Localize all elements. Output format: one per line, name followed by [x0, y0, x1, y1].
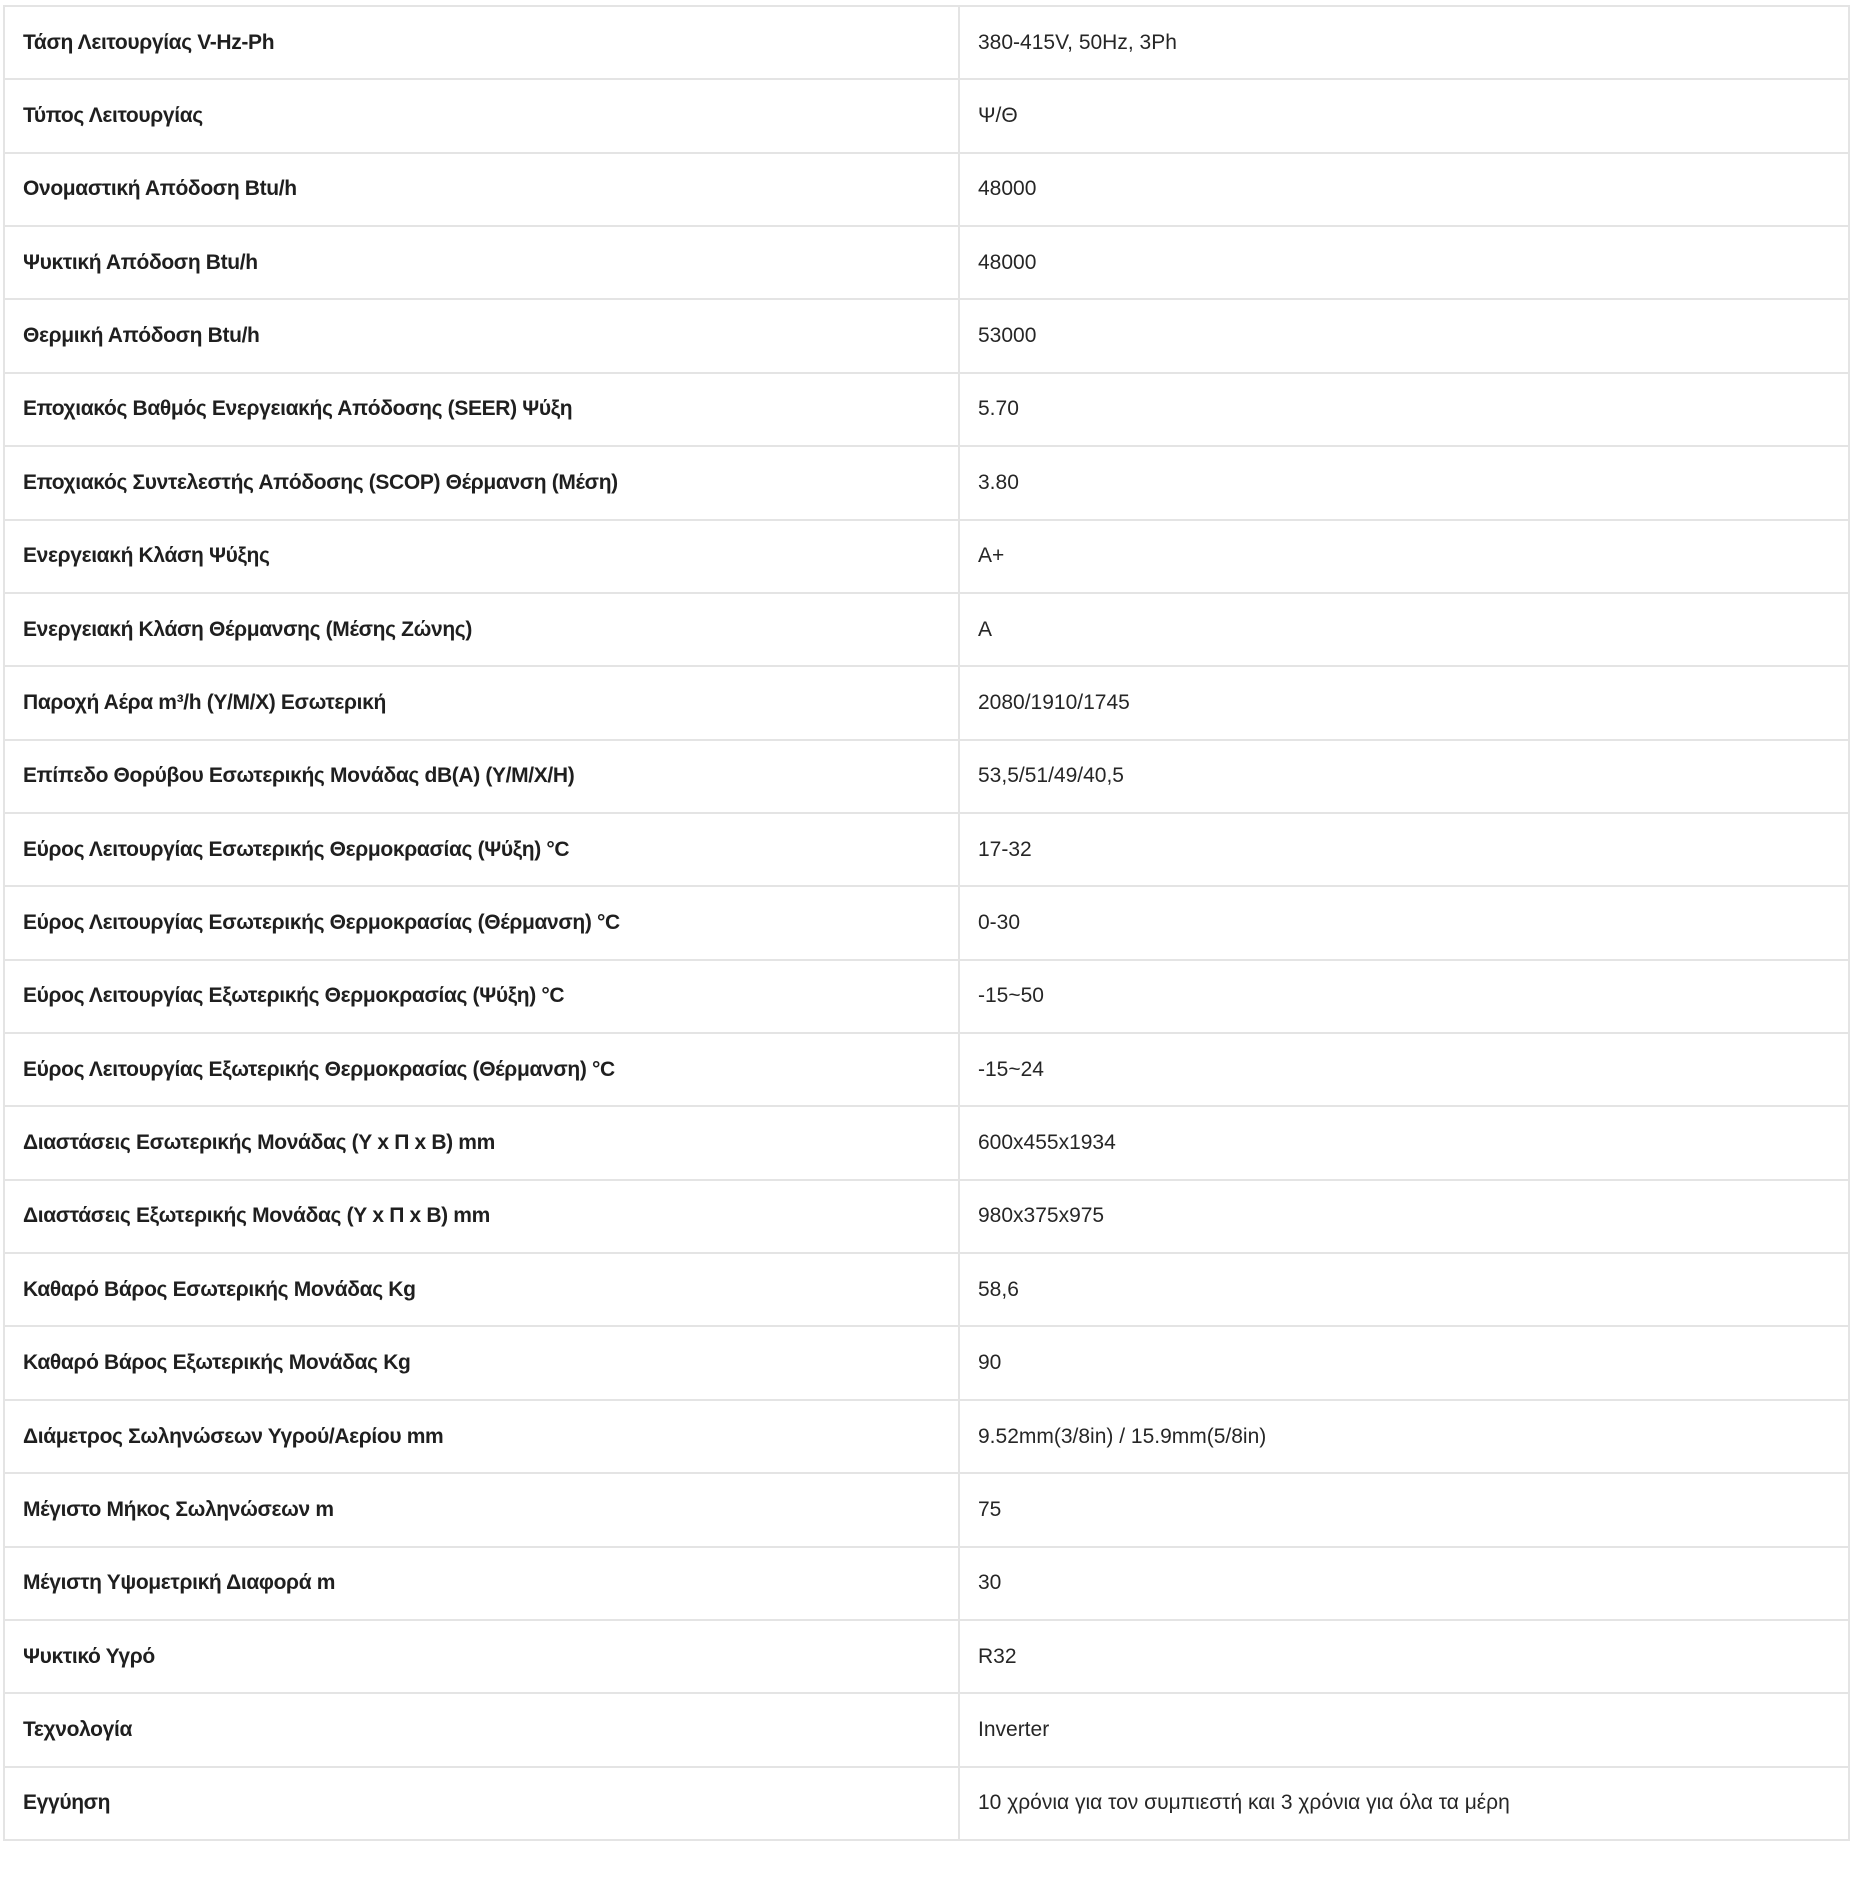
- spec-label: Εύρος Λειτουργίας Εξωτερικής Θερμοκρασίας (Ψύξη) °C: [4, 960, 959, 1033]
- spec-value: 17-32: [959, 813, 1849, 886]
- spec-value: 75: [959, 1473, 1849, 1546]
- spec-row-indoor-noise: [4, 740, 1849, 813]
- spec-label: Εγγύηση: [4, 1767, 959, 1840]
- spec-label: Τεχνολογία: [4, 1693, 959, 1766]
- spec-label: Ψυκτική Απόδοση Btu/h: [4, 226, 959, 299]
- spec-value: 90: [959, 1326, 1849, 1399]
- spec-label: Επίπεδο Θορύβου Εσωτερικής Μονάδας dB(A) (Υ/Μ/Χ/Η): [4, 740, 959, 813]
- spec-row-operating-voltage: [4, 6, 1849, 79]
- spec-value: 10 χρόνια για τον συμπιεστή και 3 χρόνια για όλα τα μέρη: [959, 1767, 1849, 1840]
- spec-row-refrigerant: [4, 1620, 1849, 1693]
- spec-label: Τύπος Λειτουργίας: [4, 79, 959, 152]
- spec-row-heating-capacity: [4, 299, 1849, 372]
- specifications-table-body: [4, 6, 1849, 1840]
- spec-value: 980x375x975: [959, 1180, 1849, 1253]
- spec-row-scop: [4, 446, 1849, 519]
- spec-row-outdoor-cooling-range: [4, 960, 1849, 1033]
- spec-label: Καθαρό Βάρος Εσωτερικής Μονάδας Kg: [4, 1253, 959, 1326]
- spec-row-technology: [4, 1693, 1849, 1766]
- spec-label: Καθαρό Βάρος Εξωτερικής Μονάδας Kg: [4, 1326, 959, 1399]
- spec-label: Διαστάσεις Εξωτερικής Μονάδας (Υ x Π x Β) mm: [4, 1180, 959, 1253]
- spec-label: Ενεργειακή Κλάση Θέρμανσης (Μέσης Ζώνης): [4, 593, 959, 666]
- spec-row-indoor-cooling-range: [4, 813, 1849, 886]
- spec-label: Εύρος Λειτουργίας Εσωτερικής Θερμοκρασίας (Ψύξη) °C: [4, 813, 959, 886]
- spec-label: Εύρος Λειτουργίας Εξωτερικής Θερμοκρασίας (Θέρμανση) °C: [4, 1033, 959, 1106]
- spec-row-indoor-dimensions: [4, 1106, 1849, 1179]
- spec-row-warranty: [4, 1767, 1849, 1840]
- spec-value: A+: [959, 520, 1849, 593]
- spec-label: Τάση Λειτουργίας V-Hz-Ph: [4, 6, 959, 79]
- spec-label: Εποχιακός Βαθμός Ενεργειακής Απόδοσης (SEER) Ψύξη: [4, 373, 959, 446]
- spec-row-indoor-weight: [4, 1253, 1849, 1326]
- spec-label: Ψυκτικό Υγρό: [4, 1620, 959, 1693]
- spec-value: 0-30: [959, 886, 1849, 959]
- spec-row-nominal-capacity: [4, 153, 1849, 226]
- spec-label: Διάμετρος Σωληνώσεων Υγρού/Αερίου mm: [4, 1400, 959, 1473]
- spec-value: 600x455x1934: [959, 1106, 1849, 1179]
- spec-label: Εύρος Λειτουργίας Εσωτερικής Θερμοκρασίας (Θέρμανση) °C: [4, 886, 959, 959]
- spec-label: Διαστάσεις Εσωτερικής Μονάδας (Υ x Π x Β) mm: [4, 1106, 959, 1179]
- spec-row-indoor-heating-range: [4, 886, 1849, 959]
- spec-row-pipe-diameter: [4, 1400, 1849, 1473]
- spec-value: -15~24: [959, 1033, 1849, 1106]
- spec-value: 30: [959, 1547, 1849, 1620]
- spec-row-seer: [4, 373, 1849, 446]
- specifications-table: [3, 5, 1850, 1841]
- spec-value: 48000: [959, 226, 1849, 299]
- spec-row-cooling-capacity: [4, 226, 1849, 299]
- spec-label: Εποχιακός Συντελεστής Απόδοσης (SCOP) Θέρμανση (Μέση): [4, 446, 959, 519]
- spec-value: 380-415V, 50Hz, 3Ph: [959, 6, 1849, 79]
- spec-value: 5.70: [959, 373, 1849, 446]
- spec-row-airflow: [4, 666, 1849, 739]
- spec-row-outdoor-heating-range: [4, 1033, 1849, 1106]
- spec-row-cooling-energy-class: [4, 520, 1849, 593]
- spec-label: Μέγιστο Μήκος Σωληνώσεων m: [4, 1473, 959, 1546]
- spec-value: 53,5/51/49/40,5: [959, 740, 1849, 813]
- spec-value: Ψ/Θ: [959, 79, 1849, 152]
- spec-label: Θερμική Απόδοση Btu/h: [4, 299, 959, 372]
- spec-label: Ονομαστική Απόδοση Btu/h: [4, 153, 959, 226]
- spec-row-heating-energy-class: [4, 593, 1849, 666]
- spec-value: 48000: [959, 153, 1849, 226]
- spec-row-operation-type: [4, 79, 1849, 152]
- spec-row-outdoor-dimensions: [4, 1180, 1849, 1253]
- spec-value: Inverter: [959, 1693, 1849, 1766]
- spec-value: 3.80: [959, 446, 1849, 519]
- spec-label: Μέγιστη Υψομετρική Διαφορά m: [4, 1547, 959, 1620]
- spec-value: -15~50: [959, 960, 1849, 1033]
- spec-value: 9.52mm(3/8in) / 15.9mm(5/8in): [959, 1400, 1849, 1473]
- spec-value: A: [959, 593, 1849, 666]
- spec-row-max-height-difference: [4, 1547, 1849, 1620]
- spec-value: R32: [959, 1620, 1849, 1693]
- spec-row-max-pipe-length: [4, 1473, 1849, 1546]
- spec-label: Παροχή Αέρα m³/h (Υ/Μ/Χ) Εσωτερική: [4, 666, 959, 739]
- spec-label: Ενεργειακή Κλάση Ψύξης: [4, 520, 959, 593]
- spec-value: 2080/1910/1745: [959, 666, 1849, 739]
- spec-row-outdoor-weight: [4, 1326, 1849, 1399]
- spec-value: 53000: [959, 299, 1849, 372]
- spec-value: 58,6: [959, 1253, 1849, 1326]
